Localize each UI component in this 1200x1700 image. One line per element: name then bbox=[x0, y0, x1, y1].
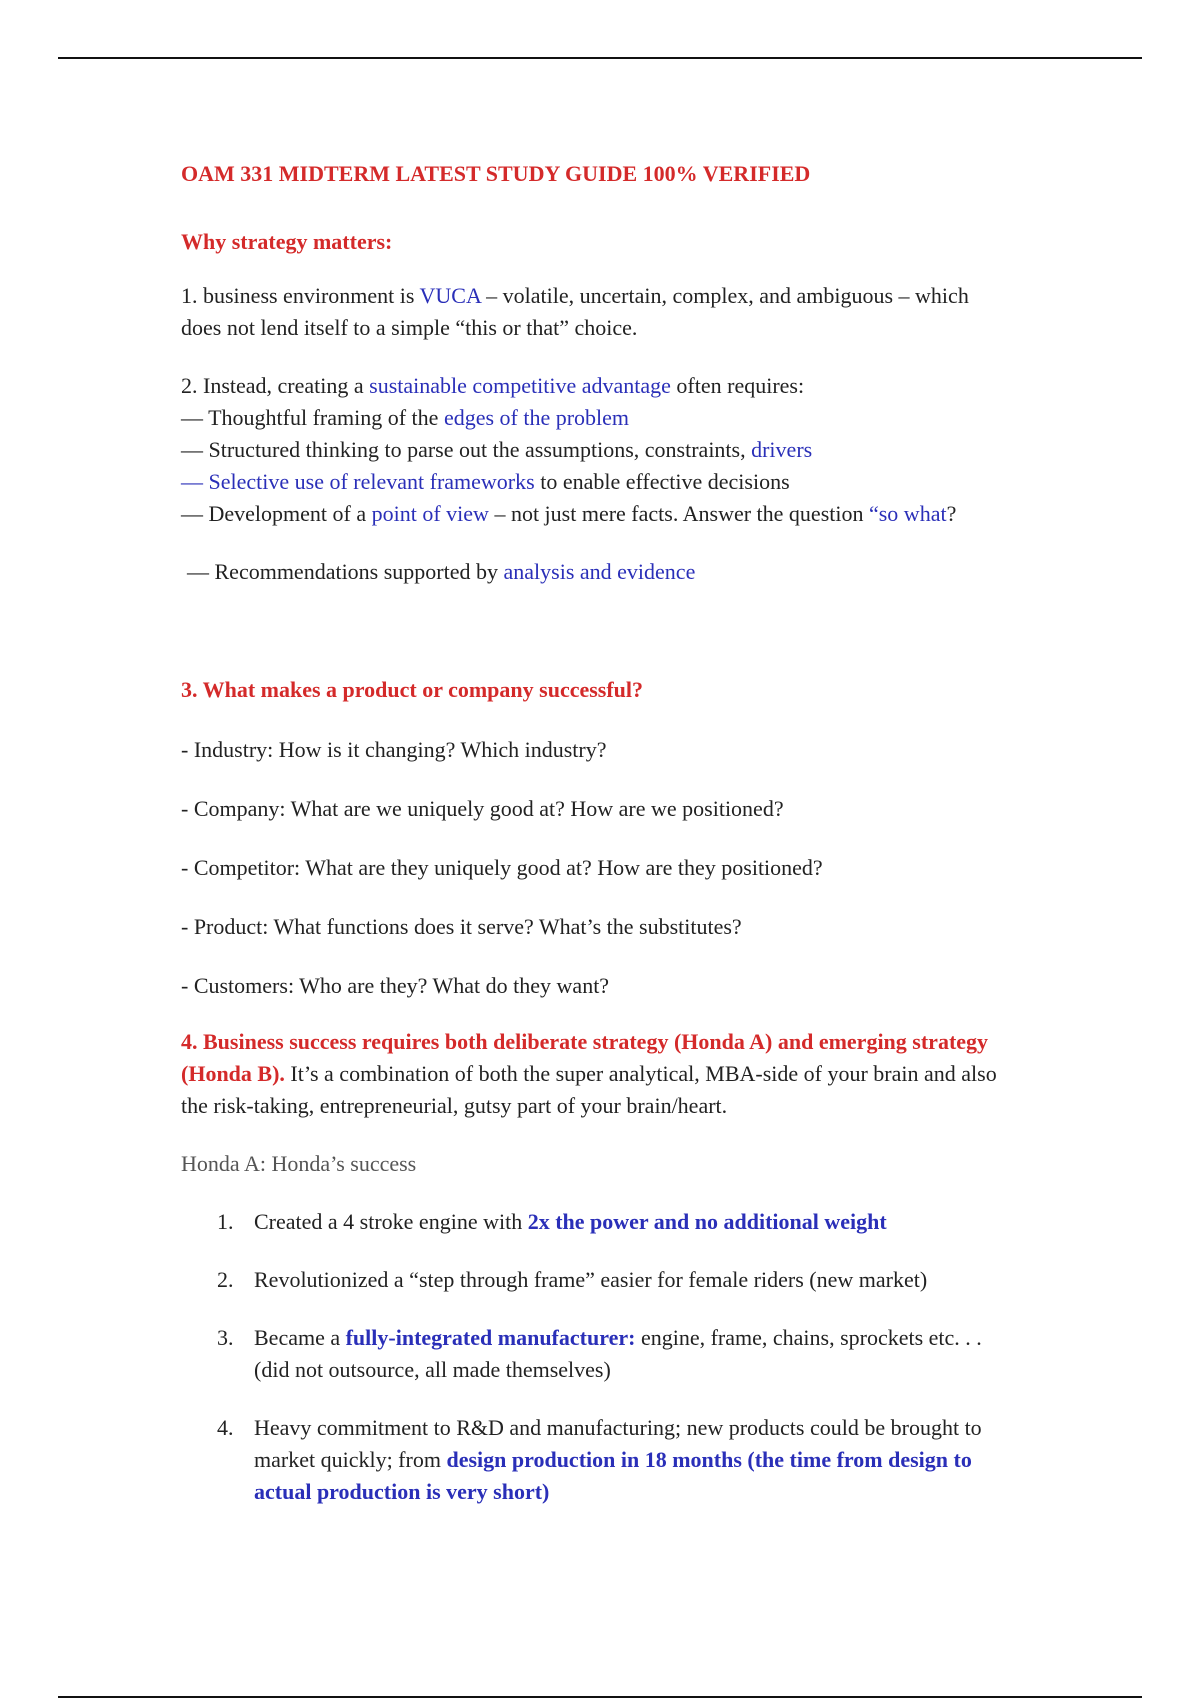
success-item-customers: - Customers: Who are they? What do they want? bbox=[181, 973, 610, 998]
dash-item-structured: — Structured thinking to parse out the assumptions, constraints, drivers bbox=[181, 437, 813, 462]
dash-item-frameworks: — Selective use of relevant frameworks to enable effective decisions bbox=[181, 469, 790, 494]
document-body bbox=[181, 158, 1011, 1534]
honda-success-list bbox=[181, 1206, 1011, 1508]
paragraph-business-success: 4. Business success requires both deliberate strategy (Honda A) and emerging strategy (Honda B). It’s a combination of both the super analytical, MBA-side of your brain and also the risk-taking, entrepreneurial, gutsy part of your brain/heart. bbox=[181, 1029, 997, 1118]
document-title: OAM 331 MIDTERM LATEST STUDY GUIDE 100% VERIFIED bbox=[181, 161, 811, 186]
success-item-industry: - Industry: How is it changing? Which industry? bbox=[181, 737, 607, 762]
term-sca: sustainable competitive advantage bbox=[369, 373, 671, 398]
list-item: 4. Heavy commitment to R&D and manufacturing; new products could be brought to market quickly; from design production in 18 months (the time from design to actual production is very short) bbox=[217, 1415, 982, 1504]
dash-item-recommendations: — Recommendations supported by analysis and evidence bbox=[187, 559, 696, 584]
list-item: 1. Created a 4 stroke engine with 2x the power and no additional weight bbox=[217, 1209, 887, 1234]
section-heading-success: 3. What makes a product or company successful? bbox=[181, 677, 644, 702]
success-item-product: - Product: What functions does it serve? What’s the substitutes? bbox=[181, 914, 742, 939]
dash-item-framing: — Thoughtful framing of the edges of the problem bbox=[181, 405, 630, 430]
top-rule bbox=[58, 57, 1142, 59]
success-item-competitor: - Competitor: What are they uniquely good at? How are they positioned? bbox=[181, 855, 823, 880]
list-item: 3. Became a fully-integrated manufacturer: engine, frame, chains, sprockets etc. . . (did not outsource, all made themselves) bbox=[217, 1325, 982, 1382]
dash-item-point-of-view: — Development of a point of view – not just mere facts. Answer the question “so what? bbox=[181, 501, 957, 526]
term-vuca: VUCA bbox=[419, 283, 481, 308]
paragraph-sca: 2. Instead, creating a sustainable competitive advantage often requires: bbox=[181, 373, 805, 398]
bottom-rule bbox=[58, 1696, 1142, 1698]
honda-a-label: Honda A: Honda’s success bbox=[181, 1151, 417, 1176]
success-item-company: - Company: What are we uniquely good at? How are we positioned? bbox=[181, 796, 784, 821]
paragraph-vuca: 1. business environment is VUCA – volatile, uncertain, complex, and ambiguous – which does not lend itself to a simple “this or that” choice. bbox=[181, 283, 969, 340]
section-heading-why-strategy: Why strategy matters: bbox=[181, 229, 393, 254]
list-item: 2. Revolutionized a “step through frame” easier for female riders (new market) bbox=[217, 1267, 928, 1292]
business-success-heading: 4. Business success requires both deliberate strategy (Honda A) and emerging strategy (Honda B). bbox=[181, 1029, 989, 1086]
